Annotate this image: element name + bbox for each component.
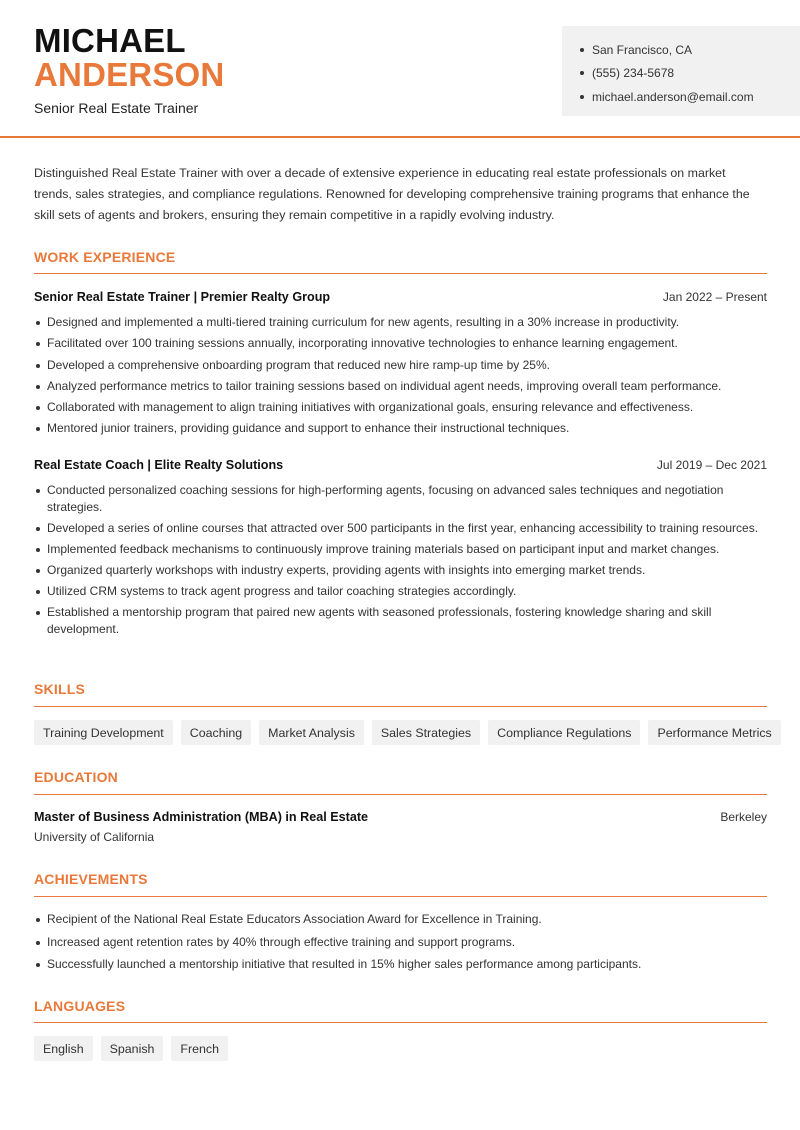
contact-box xyxy=(562,26,800,116)
list-item: Conducted personalized coaching sessions for high-performing agents, focusing on advanced sales techniques and negotiation strategies. xyxy=(34,482,767,516)
section-divider xyxy=(34,706,767,707)
contact-phone: (555) 234-5678 xyxy=(580,62,800,86)
achievements-list xyxy=(34,911,767,973)
bullet-icon xyxy=(580,71,584,75)
skill-tag: Market Analysis xyxy=(259,720,364,745)
skills-heading: SKILLS xyxy=(34,681,85,697)
bullet-icon xyxy=(580,95,584,99)
first-name: MICHAEL xyxy=(34,22,186,59)
resume-header xyxy=(0,0,800,138)
school-name: University of California xyxy=(34,830,155,844)
job-bullets xyxy=(34,314,767,437)
skill-tag: Sales Strategies xyxy=(372,720,480,745)
language-tag: Spanish xyxy=(101,1036,164,1061)
last-name: ANDERSON xyxy=(34,56,225,93)
list-item: Collaborated with management to align training initiatives with organizational goals, ensuring relevance and effectiveness. xyxy=(34,399,767,416)
job-title: Real Estate Coach | Elite Realty Solutions xyxy=(34,458,284,472)
list-item: Developed a series of online courses that attracted over 500 participants in the first year, enhancing accessibility to training resources. xyxy=(34,520,767,537)
list-item: Increased agent retention rates by 40% through effective training and support programs. xyxy=(34,934,767,951)
achievements-heading: ACHIEVEMENTS xyxy=(34,871,148,887)
list-item: Analyzed performance metrics to tailor training sessions based on individual agent needs, improving overall team performance. xyxy=(34,378,767,395)
job-date: Jul 2019 – Dec 2021 xyxy=(656,458,767,472)
school-location: Berkeley xyxy=(720,810,767,824)
degree: Master of Business Administration (MBA) in Real Estate xyxy=(34,810,369,824)
list-item: Implemented feedback mechanisms to continuously improve training materials based on participant input and market changes. xyxy=(34,541,767,558)
languages-heading: LANGUAGES xyxy=(34,998,126,1014)
languages-list xyxy=(34,1036,228,1061)
work-experience-heading: WORK EXPERIENCE xyxy=(34,249,176,265)
section-divider xyxy=(34,273,767,274)
section-divider xyxy=(34,794,767,795)
list-item: Mentored junior trainers, providing guidance and support to enhance their instructional techniques. xyxy=(34,420,767,437)
language-tag: English xyxy=(34,1036,93,1061)
list-item: Developed a comprehensive onboarding program that reduced new hire ramp-up time by 25%. xyxy=(34,357,767,374)
list-item: Designed and implemented a multi-tiered training curriculum for new agents, resulting in a 30% increase in productivity. xyxy=(34,314,767,331)
list-item: Established a mentorship program that paired new agents with seasoned professionals, fostering knowledge sharing and skill development. xyxy=(34,604,767,638)
contact-location: San Francisco, CA xyxy=(580,38,800,62)
job-role: Senior Real Estate Trainer xyxy=(34,100,199,116)
job-date: Jan 2022 – Present xyxy=(662,290,767,304)
language-tag: French xyxy=(171,1036,228,1061)
skill-tag: Performance Metrics xyxy=(648,720,780,745)
list-item: Facilitated over 100 training sessions annually, incorporating innovative technologies to enhance learning engagement. xyxy=(34,335,767,352)
section-divider xyxy=(34,896,767,897)
skill-tag: Compliance Regulations xyxy=(488,720,640,745)
summary-text: Distinguished Real Estate Trainer with over a decade of extensive experience in educating real estate professionals on market trends, sales strategies, and compliance regulations. Renowned for developing comprehensive training programs that enhance the skill sets of agents and brokers, ensuring they remain competitive in a rapidly evolving industry. xyxy=(34,166,750,222)
list-item: Organized quarterly workshops with industry experts, providing agents with insights into emerging market trends. xyxy=(34,562,767,579)
list-item: Recipient of the National Real Estate Educators Association Award for Excellence in Training. xyxy=(34,911,767,928)
job-bullets xyxy=(34,482,767,638)
job-title: Senior Real Estate Trainer | Premier Realty Group xyxy=(34,290,331,304)
list-item: Utilized CRM systems to track agent progress and tailor coaching strategies accordingly. xyxy=(34,583,767,600)
education-heading: EDUCATION xyxy=(34,769,118,785)
skill-tag: Coaching xyxy=(181,720,251,745)
contact-email[interactable]: michael.anderson@email.com xyxy=(580,85,800,109)
full-name xyxy=(34,24,224,92)
skills-list xyxy=(34,720,781,745)
skill-tag: Training Development xyxy=(34,720,173,745)
list-item: Successfully launched a mentorship initiative that resulted in 15% higher sales performance among participants. xyxy=(34,956,767,973)
bullet-icon xyxy=(580,48,584,52)
section-divider xyxy=(34,1022,767,1023)
